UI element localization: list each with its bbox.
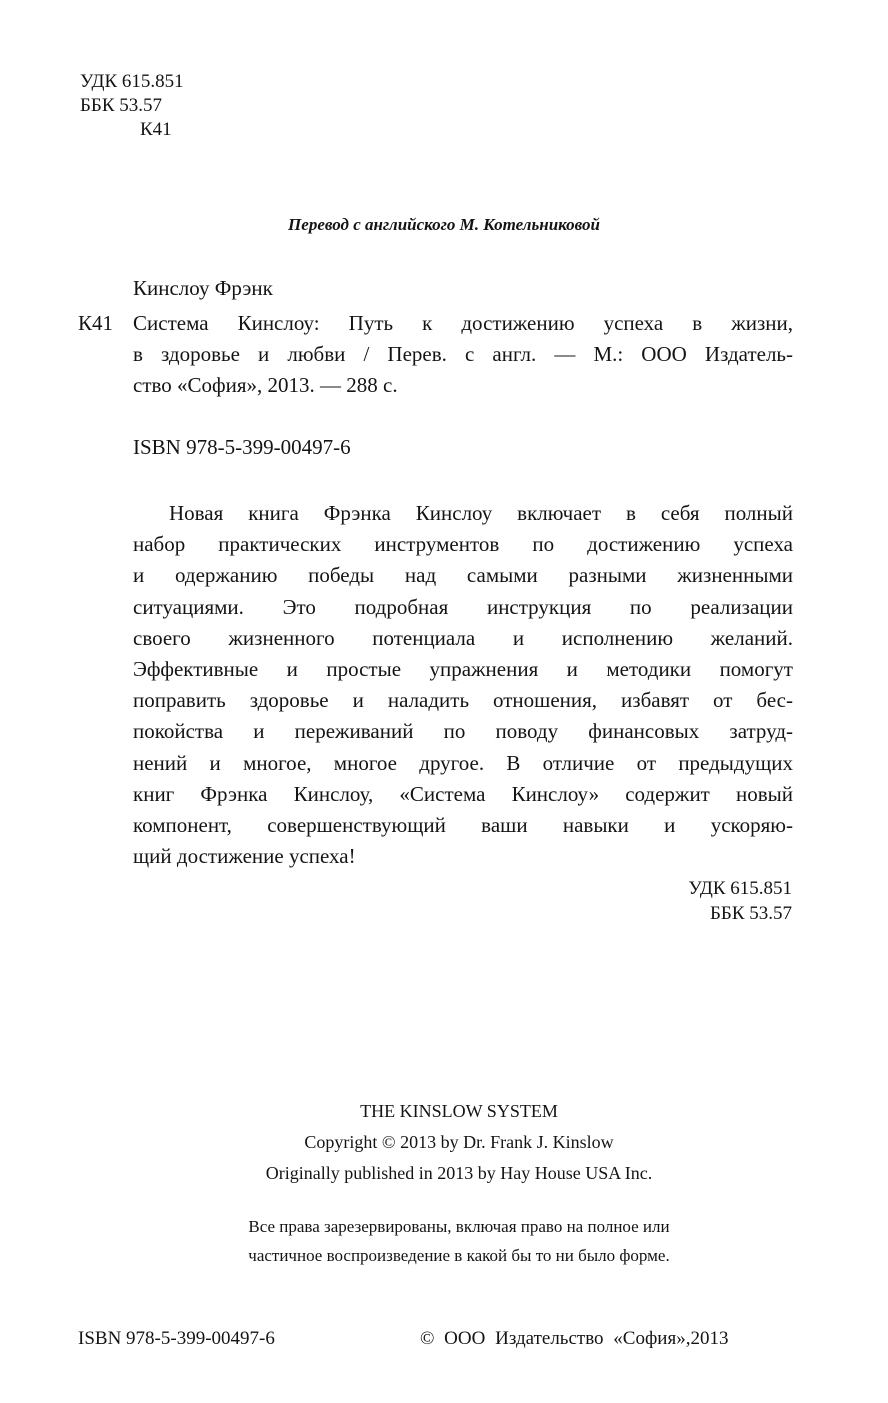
bibliographic-description	[133, 308, 793, 401]
author-mark: К41	[140, 119, 172, 140]
annotation-line: книг Фрэнка Кинслоу, «Система Кинслоу» содержит новый	[133, 781, 793, 806]
annotation-line: набор практических инструментов по достижению успеха	[133, 532, 793, 557]
udk-code: УДК 615.851	[80, 71, 184, 92]
original-title: THE KINSLOW SYSTEM	[360, 1101, 558, 1121]
rights-line: Все права зарезервированы, включая право на полное или	[248, 1217, 670, 1236]
author-heading: Кинслоу Фрэнк	[133, 276, 273, 300]
footer-copyright: © ООО Издательство «София»,2013	[420, 1328, 729, 1349]
bbk-code: ББК 53.57	[80, 95, 162, 116]
original-publisher: Originally published in 2013 by Hay House USA Inc.	[265, 1163, 653, 1183]
bibliographic-author-mark: К41	[78, 311, 114, 335]
bibliographic-line: в здоровье и любви / Перев. с англ. — М.: ООО Издатель-	[133, 342, 793, 366]
translator-credit: Перевод с английского М. Котельниковой	[288, 215, 600, 234]
annotation-line: щий достижение успеха!	[133, 844, 356, 869]
rights-line: частичное воспроизведение в какой бы то ни было форме.	[248, 1246, 670, 1265]
annotation-line: покойства и переживаний по поводу финансовых затруд-	[133, 719, 793, 744]
isbn: ISBN 978-5-399-00497-6	[133, 435, 351, 459]
bibliographic-record	[78, 308, 793, 401]
annotation	[133, 498, 793, 872]
original-copyright: Copyright © 2013 by Dr. Frank J. Kinslow	[304, 1132, 614, 1152]
annotation-line: Эффективные и простые упражнения и методики помогут	[133, 657, 793, 682]
bbk-code: ББК 53.57	[710, 903, 792, 924]
bibliographic-line: ство «София», 2013. — 288 с.	[133, 373, 398, 397]
bibliographic-line: Система Кинслоу: Путь к достижению успеха в жизни,	[133, 311, 793, 335]
annotation-line: своего жизненного потенциала и исполнению желаний.	[133, 625, 793, 650]
annotation-line: поправить здоровье и наладить отношения, избавят от бес-	[133, 688, 793, 713]
udk-code: УДК 615.851	[688, 878, 792, 899]
annotation-line: нений и многое, многое другое. В отличие от предыдущих	[133, 750, 793, 775]
annotation-line: и одержанию победы над самыми разными жизненными	[133, 563, 793, 588]
annotation-line: ситуациями. Это подробная инструкция по реализации	[133, 594, 793, 619]
classification-block-bottom	[688, 876, 792, 926]
classification-block-top	[80, 70, 184, 142]
original-edition-info	[0, 1096, 888, 1189]
rights-notice	[0, 1212, 888, 1270]
annotation-line: компонент, совершенствующий ваши навыки и ускоряю-	[133, 813, 793, 838]
annotation-line: Новая книга Фрэнка Кинслоу включает в себя полный	[169, 501, 793, 525]
footer-isbn: ISBN 978-5-399-00497-6	[78, 1328, 275, 1349]
